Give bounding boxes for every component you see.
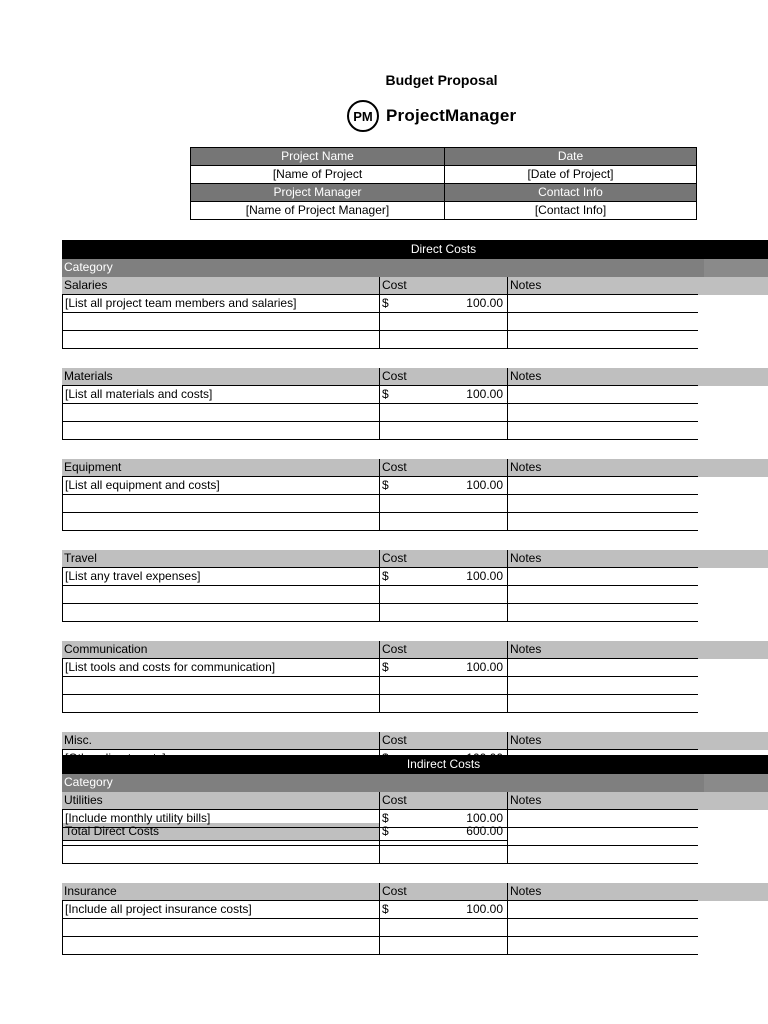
notes-header: Notes: [508, 277, 698, 295]
notes-cell[interactable]: [508, 810, 698, 828]
line-item-description[interactable]: [Include all project insurance costs]: [62, 901, 380, 919]
notes-header: Notes: [508, 459, 698, 477]
notes-cell[interactable]: [508, 677, 698, 695]
cost-cell[interactable]: [380, 386, 508, 404]
table-row: [62, 586, 768, 604]
table-row: [62, 404, 768, 422]
spacer: [62, 622, 768, 641]
cost-cell[interactable]: [380, 810, 508, 828]
empty-cost-cell[interactable]: [380, 495, 508, 513]
cost-header: Cost: [380, 641, 508, 659]
empty-description-cell[interactable]: [62, 331, 380, 349]
spacer: [62, 531, 768, 550]
group-name: Utilities: [62, 792, 380, 810]
row-extension: [698, 459, 768, 477]
cost-amount: 100.00: [466, 569, 503, 583]
currency-symbol: $: [382, 296, 389, 310]
section-title-bar: [62, 240, 768, 259]
currency-symbol: $: [382, 902, 389, 916]
table-row: [62, 919, 768, 937]
logo: [347, 100, 516, 132]
notes-header: Notes: [508, 368, 698, 386]
total-label: Total Direct Costs: [62, 823, 380, 841]
table-row: [62, 828, 768, 846]
group-header-row: [62, 459, 768, 477]
empty-cost-cell[interactable]: [380, 586, 508, 604]
notes-header: Notes: [508, 732, 698, 750]
empty-description-cell[interactable]: [62, 604, 380, 622]
group-name: Communication: [62, 641, 380, 659]
line-item-description[interactable]: [List all equipment and costs]: [62, 477, 380, 495]
table-row: [62, 810, 768, 828]
currency-symbol: $: [382, 824, 389, 838]
logo-name: ProjectManager: [386, 106, 517, 125]
notes-cell[interactable]: [508, 386, 698, 404]
row-extension: [698, 277, 768, 295]
empty-cost-cell[interactable]: [380, 331, 508, 349]
empty-description-cell[interactable]: [62, 513, 380, 531]
cost-header: Cost: [380, 368, 508, 386]
table-row: [62, 937, 768, 955]
direct-costs-section: [62, 240, 768, 841]
cost-header: Cost: [380, 883, 508, 901]
notes-cell[interactable]: [508, 313, 698, 331]
table-row: [62, 513, 768, 531]
notes-cell[interactable]: [508, 659, 698, 677]
group-name: Salaries: [62, 277, 380, 295]
empty-cost-cell[interactable]: [380, 513, 508, 531]
empty-cost-cell[interactable]: [380, 422, 508, 440]
group-header-row: [62, 368, 768, 386]
table-row: [62, 422, 768, 440]
spacer: [62, 349, 768, 368]
group-name: Misc.: [62, 732, 380, 750]
empty-description-cell[interactable]: [62, 495, 380, 513]
line-item-description[interactable]: [List all project team members and salaries]: [62, 295, 380, 313]
table-row: [62, 659, 768, 677]
table-row: [62, 568, 768, 586]
document-title: Budget Proposal: [385, 72, 498, 88]
cost-amount: 100.00: [466, 387, 503, 401]
cost-cell[interactable]: [380, 295, 508, 313]
group-header-row: [62, 550, 768, 568]
notes-cell[interactable]: [508, 495, 698, 513]
cost-amount: 100.00: [466, 902, 503, 916]
empty-cost-cell[interactable]: [380, 828, 508, 846]
row-extension: [698, 792, 768, 810]
table-row: [62, 495, 768, 513]
empty-cost-cell[interactable]: [380, 919, 508, 937]
notes-cell[interactable]: [508, 901, 698, 919]
currency-symbol: $: [382, 478, 389, 492]
group-name: Materials: [62, 368, 380, 386]
table-row: [62, 313, 768, 331]
group-header-row: [62, 883, 768, 901]
group-header-row: [62, 277, 768, 295]
empty-description-cell[interactable]: [62, 919, 380, 937]
group-header-row: [62, 641, 768, 659]
empty-description-cell[interactable]: [62, 695, 380, 713]
project-info-table: [190, 147, 697, 220]
empty-cost-cell[interactable]: [380, 846, 508, 864]
notes-cell[interactable]: [508, 295, 698, 313]
section-title: Indirect Costs: [406, 757, 481, 771]
empty-cost-cell[interactable]: [380, 313, 508, 331]
contact-info-value[interactable]: [Contact Info]: [445, 202, 697, 220]
table-row: [62, 477, 768, 495]
project-name-value[interactable]: [Name of Project: [191, 166, 445, 184]
spacer: [62, 864, 768, 883]
category-header: Category: [62, 774, 768, 792]
row-extension: [698, 732, 768, 750]
notes-cell[interactable]: [508, 604, 698, 622]
total-amount: 600.00: [466, 824, 503, 838]
table-row: [62, 901, 768, 919]
cost-header: Cost: [380, 732, 508, 750]
table-row: [62, 677, 768, 695]
table-row: [62, 386, 768, 404]
date-header: Date: [445, 148, 697, 166]
empty-description-cell[interactable]: [62, 586, 380, 604]
currency-symbol: $: [382, 569, 389, 583]
pm-logo-icon: PM: [347, 100, 379, 132]
cost-amount: 100.00: [466, 296, 503, 310]
empty-description-cell[interactable]: [62, 846, 380, 864]
empty-cost-cell[interactable]: [380, 695, 508, 713]
line-item-description[interactable]: [Include monthly utility bills]: [62, 810, 380, 828]
cost-amount: 100.00: [466, 811, 503, 825]
currency-symbol: $: [382, 387, 389, 401]
notes-cell[interactable]: [508, 568, 698, 586]
empty-description-cell[interactable]: [62, 313, 380, 331]
empty-description-cell[interactable]: [62, 937, 380, 955]
currency-symbol: $: [382, 660, 389, 674]
notes-cell[interactable]: [508, 513, 698, 531]
table-row: [62, 846, 768, 864]
group-name: Travel: [62, 550, 380, 568]
contact-info-header: Contact Info: [445, 184, 697, 202]
empty-description-cell[interactable]: [62, 404, 380, 422]
indirect-costs-section: [62, 755, 768, 955]
group-header-row: [62, 792, 768, 810]
notes-cell[interactable]: [508, 404, 698, 422]
notes-header: Notes: [508, 792, 698, 810]
cost-cell[interactable]: [380, 568, 508, 586]
notes-cell[interactable]: [508, 937, 698, 955]
cost-cell[interactable]: [380, 901, 508, 919]
notes-cell[interactable]: [508, 331, 698, 349]
notes-cell[interactable]: [508, 586, 698, 604]
cost-amount: 100.00: [466, 478, 503, 492]
category-header: Category: [62, 259, 768, 277]
row-extension: [698, 550, 768, 568]
line-item-description[interactable]: [List any travel expenses]: [62, 568, 380, 586]
section-title-bar: [62, 755, 768, 774]
line-item-description[interactable]: [List all materials and costs]: [62, 386, 380, 404]
row-extension: [698, 883, 768, 901]
cost-header: Cost: [380, 550, 508, 568]
currency-symbol: $: [382, 811, 389, 825]
notes-cell[interactable]: [508, 828, 698, 846]
project-name-header: Project Name: [191, 148, 445, 166]
line-item-description[interactable]: [List tools and costs for communication]: [62, 659, 380, 677]
row-extension: [698, 368, 768, 386]
project-manager-value[interactable]: [Name of Project Manager]: [191, 202, 445, 220]
cost-header: Cost: [380, 277, 508, 295]
cost-cell[interactable]: [380, 659, 508, 677]
empty-description-cell[interactable]: [62, 422, 380, 440]
cost-amount: 100.00: [466, 660, 503, 674]
table-row: [62, 331, 768, 349]
project-manager-header: Project Manager: [191, 184, 445, 202]
empty-cost-cell[interactable]: [380, 677, 508, 695]
empty-cost-cell[interactable]: [380, 604, 508, 622]
notes-cell[interactable]: [508, 422, 698, 440]
table-row: [62, 295, 768, 313]
notes-cell[interactable]: [508, 919, 698, 937]
notes-cell[interactable]: [508, 695, 698, 713]
date-value[interactable]: [Date of Project]: [445, 166, 697, 184]
empty-description-cell[interactable]: [62, 828, 380, 846]
notes-cell[interactable]: [508, 846, 698, 864]
spacer: [62, 440, 768, 459]
cost-header: Cost: [380, 792, 508, 810]
notes-header: Notes: [508, 550, 698, 568]
empty-cost-cell[interactable]: [380, 937, 508, 955]
notes-cell[interactable]: [508, 477, 698, 495]
group-name: Insurance: [62, 883, 380, 901]
empty-cost-cell[interactable]: [380, 404, 508, 422]
row-extension: [698, 641, 768, 659]
cost-cell[interactable]: [380, 477, 508, 495]
empty-description-cell[interactable]: [62, 677, 380, 695]
table-row: [62, 695, 768, 713]
spacer: [62, 713, 768, 732]
section-title: Direct Costs: [410, 242, 477, 256]
notes-header: Notes: [508, 883, 698, 901]
group-name: Equipment: [62, 459, 380, 477]
notes-header: Notes: [508, 641, 698, 659]
group-header-row: [62, 732, 768, 750]
table-row: [62, 604, 768, 622]
cost-header: Cost: [380, 459, 508, 477]
